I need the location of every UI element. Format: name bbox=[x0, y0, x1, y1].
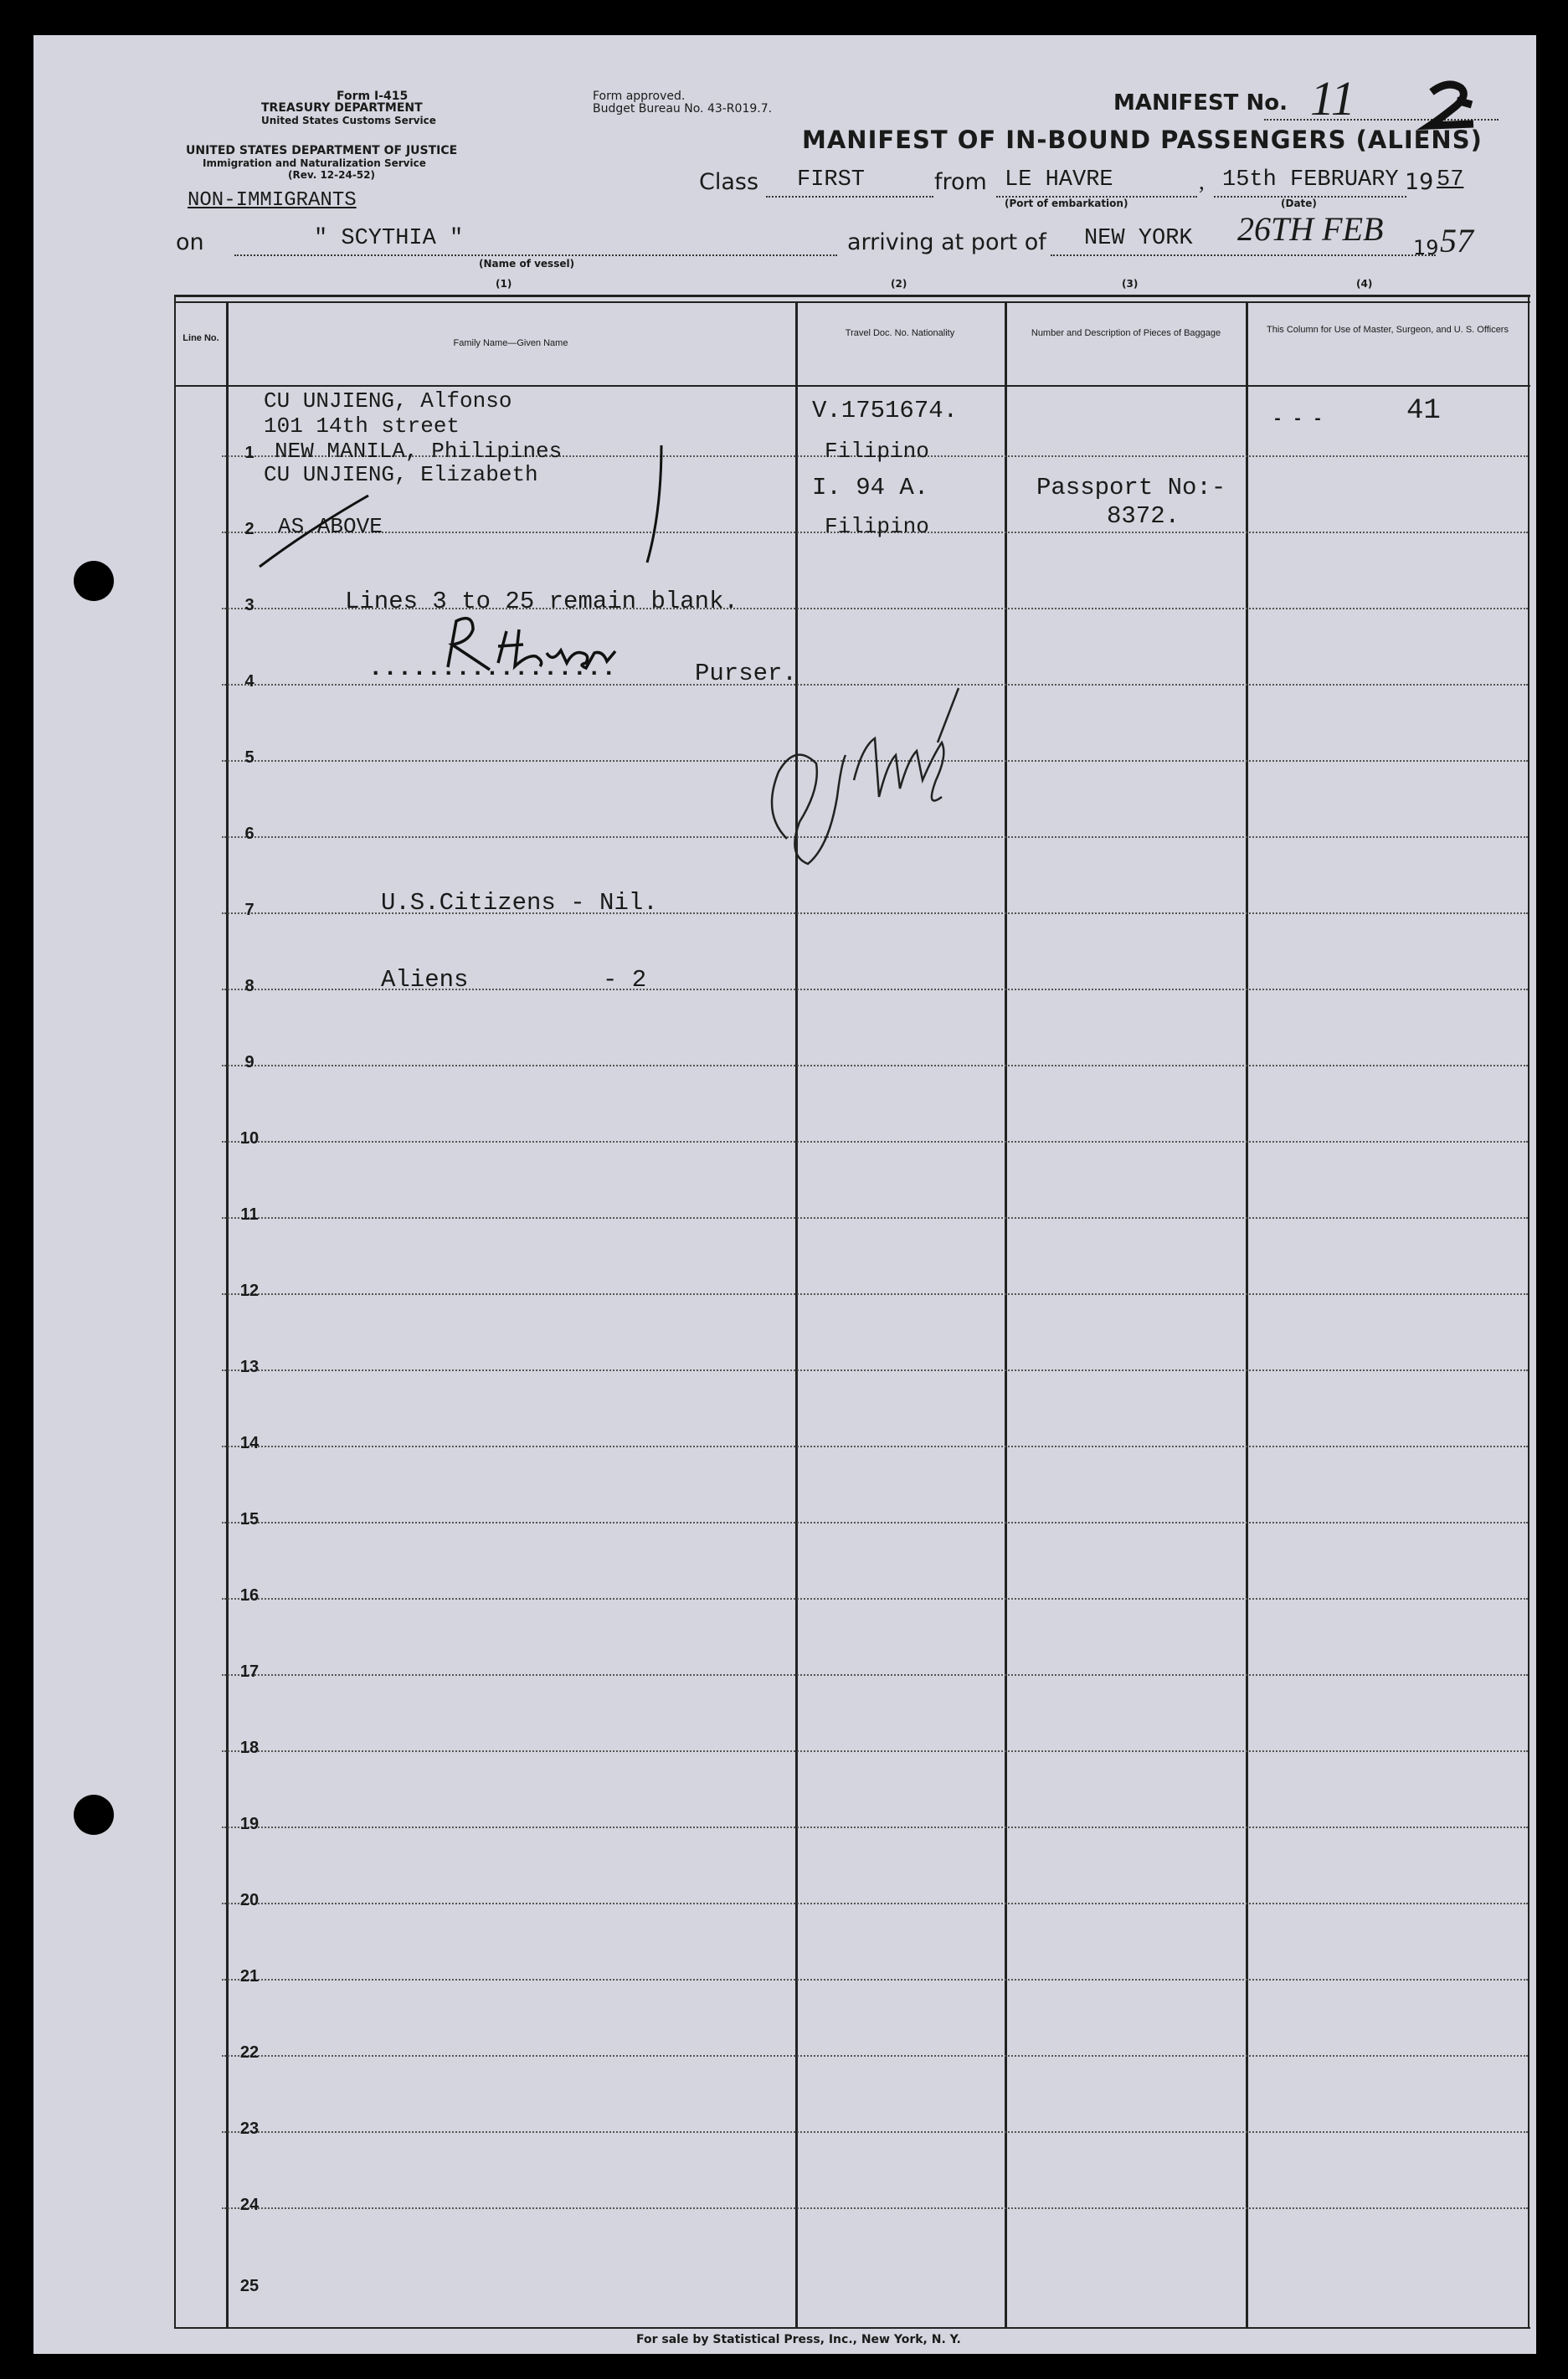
manifest-no-handwritten: 11 bbox=[1310, 71, 1355, 126]
port-caption: (Port of embarkation) bbox=[1005, 198, 1128, 209]
line-number: 4 bbox=[244, 672, 254, 691]
arriving-label: arriving at port of bbox=[847, 229, 1046, 255]
budget-bureau: Budget Bureau No. 43-R019.7. bbox=[593, 102, 773, 116]
vessel-caption: (Name of vessel) bbox=[479, 258, 575, 270]
header-officers: This Column for Use of Master, Surgeon, and U. S. Officers bbox=[1267, 325, 1509, 335]
line-number: 9 bbox=[244, 1053, 254, 1071]
date-year-prefix: 19 bbox=[1405, 169, 1434, 195]
line-number: 10 bbox=[239, 1129, 260, 1148]
arrival-date-handwritten: 26TH FEB bbox=[1237, 210, 1384, 248]
line-number: 17 bbox=[239, 1662, 260, 1681]
manifest-title: MANIFEST OF IN-BOUND PASSENGERS (ALIENS) bbox=[802, 126, 1483, 154]
aliens-count: - 2 bbox=[603, 966, 647, 994]
line-number: 21 bbox=[239, 1967, 260, 1986]
line-number: 15 bbox=[239, 1510, 260, 1529]
check-mark-stroke bbox=[159, 387, 829, 621]
line-number: 5 bbox=[244, 748, 254, 767]
line-number: 24 bbox=[239, 2196, 260, 2214]
class-value: FIRST bbox=[797, 167, 866, 193]
non-immigrants-label: NON-IMMIGRANTS bbox=[188, 189, 357, 212]
punch-hole-top bbox=[74, 561, 114, 601]
officer-number: 41 bbox=[1406, 395, 1441, 427]
line-number: 18 bbox=[239, 1739, 260, 1757]
line-number: 13 bbox=[239, 1358, 260, 1376]
passenger-2-address: AS ABOVE bbox=[278, 514, 383, 539]
passport-number: 8372. bbox=[1107, 502, 1180, 530]
from-value: LE HAVRE bbox=[1005, 167, 1113, 193]
line-number: 12 bbox=[239, 1282, 260, 1300]
line-number: 19 bbox=[239, 1815, 260, 1833]
line-number: 6 bbox=[244, 825, 254, 843]
line-number: 14 bbox=[239, 1434, 260, 1452]
header-travel-doc: Travel Doc. No. Nationality bbox=[845, 328, 955, 338]
passenger-1-address: 101 14th street bbox=[264, 414, 460, 439]
us-citizens-count: U.S.Citizens - Nil. bbox=[381, 889, 658, 917]
line-number: 20 bbox=[239, 1891, 260, 1909]
line-number: 1 bbox=[244, 444, 254, 462]
on-label: on bbox=[176, 229, 204, 255]
passenger-2-name: CU UNJIENG, Elizabeth bbox=[264, 462, 538, 487]
justice-department: UNITED STATES DEPARTMENT OF JUSTICE bbox=[186, 144, 458, 157]
col-marker-1: (1) bbox=[496, 278, 512, 290]
form-number: Form I-415 bbox=[337, 90, 409, 103]
arrival-port: NEW YORK bbox=[1084, 226, 1193, 251]
customs-service: United States Customs Service bbox=[261, 115, 436, 126]
header-baggage: Number and Description of Pieces of Baggage bbox=[1031, 328, 1221, 338]
purser-dots: ................. bbox=[368, 655, 616, 682]
officer-dash: - - - bbox=[1272, 410, 1324, 429]
passenger-1-nationality: Filipino bbox=[825, 439, 929, 464]
date-caption: (Date) bbox=[1281, 198, 1317, 209]
line-number: 23 bbox=[239, 2120, 260, 2138]
line-number: 3 bbox=[244, 596, 254, 614]
revision: (Rev. 12-24-52) bbox=[288, 169, 375, 181]
passenger-1-travel-doc: V.1751674. bbox=[812, 397, 959, 424]
col-marker-4: (4) bbox=[1356, 278, 1373, 290]
date-year: 57 bbox=[1437, 167, 1464, 193]
line-number: 11 bbox=[240, 1205, 259, 1224]
passport-label: Passport No:- bbox=[1036, 474, 1226, 501]
vessel-name: " SCYTHIA " bbox=[314, 226, 464, 251]
passenger-1-name: CU UNJIENG, Alfonso bbox=[264, 388, 512, 414]
col-marker-3: (3) bbox=[1122, 278, 1139, 290]
line-number: 25 bbox=[239, 2277, 260, 2295]
line-number: 16 bbox=[239, 1586, 260, 1605]
line-number: 22 bbox=[239, 2043, 260, 2062]
line-number: 8 bbox=[244, 977, 254, 995]
blank-lines-note: Lines 3 to 25 remain blank. bbox=[345, 588, 738, 615]
passenger-2-travel-doc: I. 94 A. bbox=[812, 474, 929, 501]
from-label: from bbox=[934, 169, 987, 195]
immigration-service: Immigration and Naturalization Service bbox=[203, 157, 426, 169]
manifest-page: Form I-415 TREASURY DEPARTMENT United States Customs Service UNITED STATES DEPARTMENT OF JUSTICE Immigration and Naturalization Service (Rev. 12-24-52) NON-IMMIGRANTS Form approved. Budget Bureau No. 43-R019.7. MANIFEST No. 11 MANIFEST OF IN-BOUND PASSENGERS (ALIENS) Class FIRST from LE HAVRE (Port of embarkation) , 15th FEBRUARY (Date) 19 57 on " SCYTHIA " (Name of vessel) arriving at port of NEW YORK 26TH FEB 19 57 (1) (2) (3) (4) Line No. Family Name—Given Name Travel Doc. No. Nationality Number and Description of Pieces of Baggage This Column for Use of Master, Surgeon, and U. S. Officers 1 2 3 4 5 6 7 8 9 10 11 12 13 14 15 16 17 18 19 20 21 22 23 24 25 CU UNJIENG, Alfonso 101 14th street NEW MANILA, Philipines CU UNJIENG, Elizabeth AS ABOVE V.1751674. Filipino I. 94 A. Filipino Passport No:- 8372. - - - 41 Lines 3 to 25 remain blank. ................. Purser. U.S.Citizens - Nil. Aliens - 2 For sale by Statistical Press, Inc., New York, N. Y. bbox=[33, 35, 1536, 2354]
header-name: Family Name—Given Name bbox=[453, 338, 568, 348]
aliens-label: Aliens bbox=[381, 966, 469, 994]
arrival-year-prefix: 19 bbox=[1413, 236, 1439, 259]
manifest-no-label: MANIFEST No. bbox=[1113, 90, 1288, 116]
class-label: Class bbox=[699, 169, 759, 195]
line-number: 2 bbox=[244, 520, 254, 538]
purser-label: Purser. bbox=[695, 660, 797, 687]
treasury-department: TREASURY DEPARTMENT bbox=[261, 101, 423, 115]
header-line-no: Line No. bbox=[183, 333, 219, 343]
date-value: 15th FEBRUARY bbox=[1222, 167, 1399, 193]
passenger-1-address-city: NEW MANILA, Philipines bbox=[275, 439, 563, 464]
footer-printer: For sale by Statistical Press, Inc., New York, N. Y. bbox=[636, 2333, 961, 2346]
line-number: 7 bbox=[244, 901, 254, 919]
punch-hole-bottom bbox=[74, 1795, 114, 1835]
arrival-year-handwritten: 57 bbox=[1440, 222, 1473, 259]
purser-signature bbox=[414, 604, 666, 688]
passenger-2-nationality: Filipino bbox=[825, 514, 929, 539]
col-marker-2: (2) bbox=[891, 278, 907, 290]
form-approved: Form approved. bbox=[593, 90, 686, 103]
officer-signature bbox=[728, 663, 996, 889]
